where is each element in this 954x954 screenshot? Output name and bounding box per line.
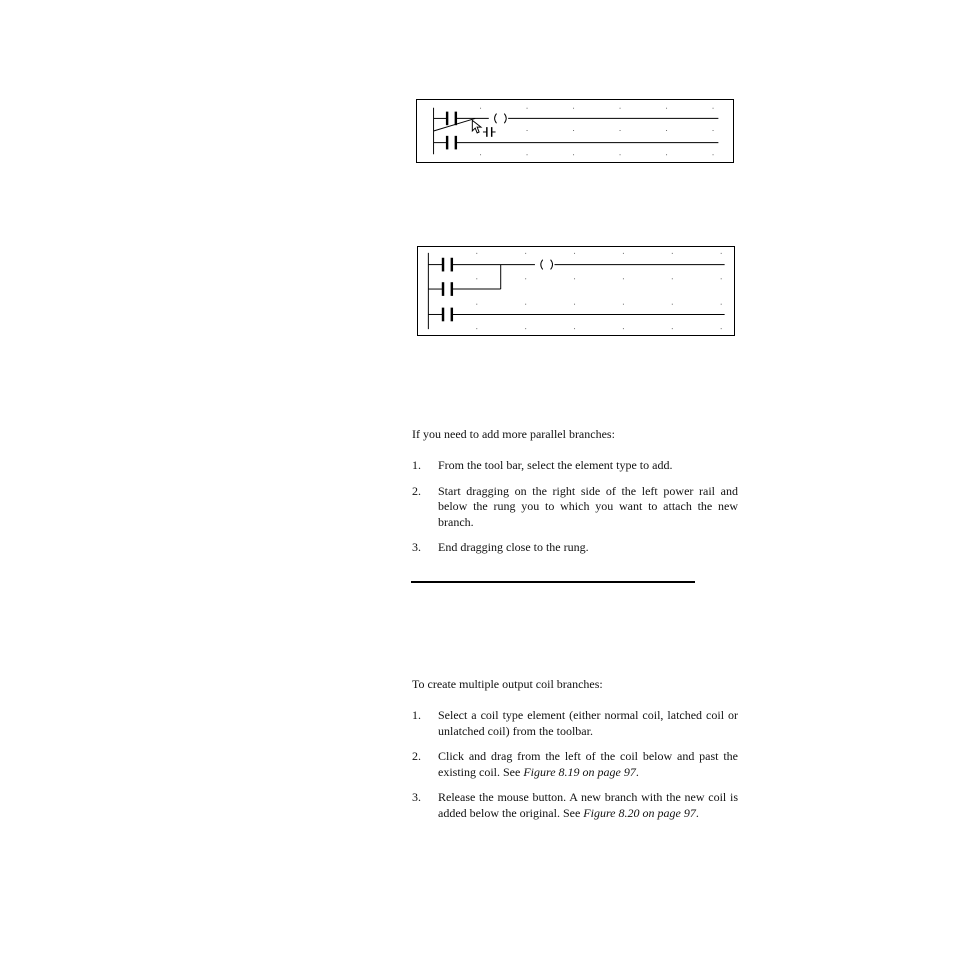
list-item: 3. End dragging close to the rung.: [412, 540, 589, 554]
list-item: 2. Click and drag from the left of the coil below and past the existing coil. See Figure 8.19 on page 97.: [412, 749, 738, 779]
ladder-diagram-figure-2: [417, 246, 735, 336]
parallel-branch: [428, 265, 500, 296]
mouse-cursor-icon: [472, 120, 481, 133]
rung-2: [434, 136, 719, 150]
figure-reference-link[interactable]: Figure 8.19 on page 97: [523, 764, 636, 779]
list-item: 1. Select a coil type element (either normal coil, latched coil or unlatched coil) from the toolbar.: [412, 708, 738, 738]
list-item: 1. From the tool bar, select the element type to add.: [412, 458, 673, 472]
ladder-diagram-1: [417, 100, 733, 162]
drag-rubber-band: [434, 118, 476, 131]
parallel-branches-intro: If you need to add more parallel branches:: [412, 427, 615, 441]
section-divider: [411, 581, 695, 583]
list-item: 2. Start dragging on the right side of the left power rail and below the rung you to which you want to attach the new branch.: [412, 483, 738, 529]
rung-1: [428, 258, 724, 272]
coil-branches-intro: To create multiple output coil branches:: [412, 677, 603, 691]
figure-reference-link[interactable]: Figure 8.20 on page 97: [583, 805, 696, 820]
contact-drag-preview-icon: [483, 127, 496, 137]
parallel-branches-steps: [412, 458, 738, 566]
list-item: 3. Release the mouse button. A new branch with the new coil is added below the original. See Figure 8.20 on page 97.: [412, 790, 738, 820]
rung-2: [428, 308, 724, 322]
ladder-diagram-figure-1: [416, 99, 734, 163]
coil-branches-steps: [412, 708, 738, 831]
ladder-diagram-2: [418, 247, 734, 335]
